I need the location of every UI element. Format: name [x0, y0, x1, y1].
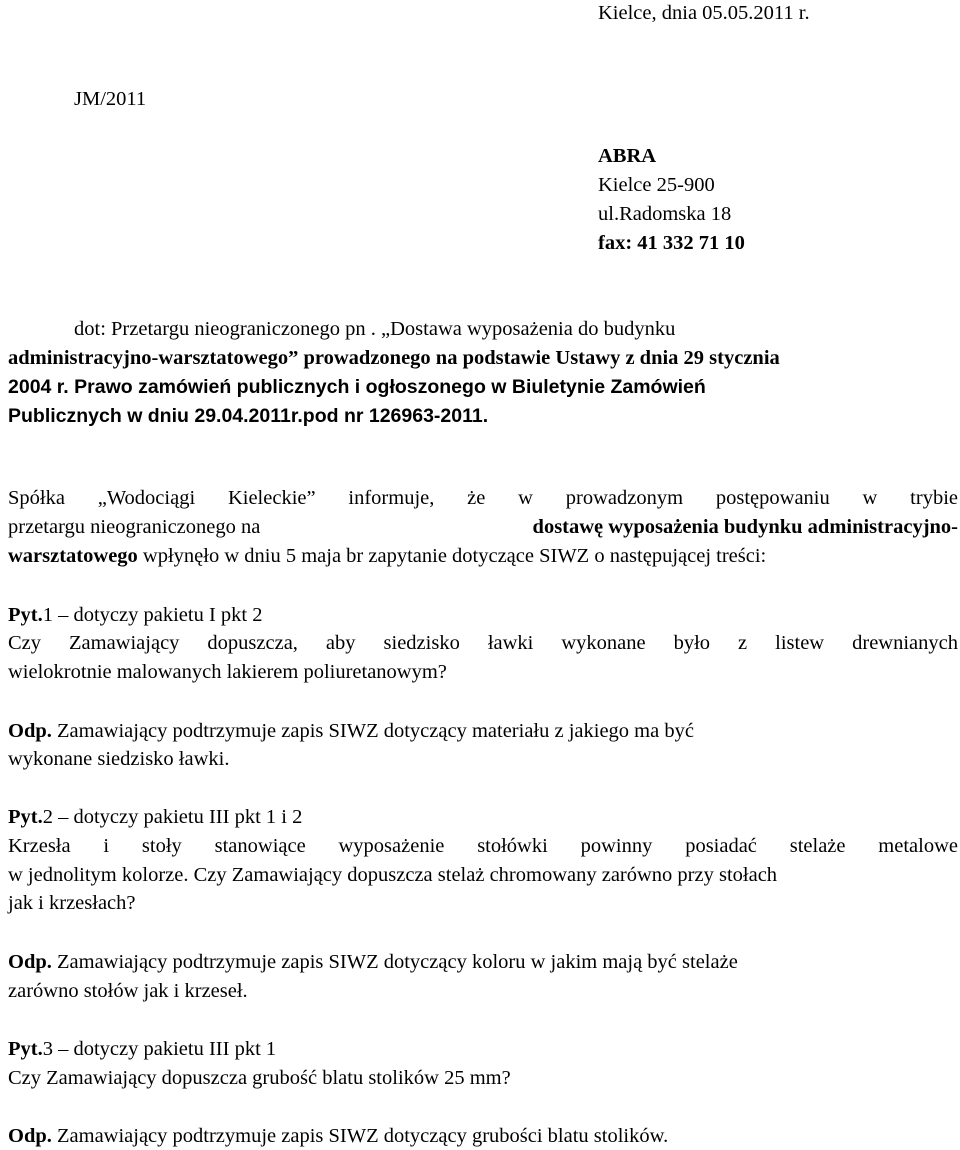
question-2-text-1: Krzesła i stoły stanowiące wyposażenie stołówki powinny posiadać stelaże metalowe — [8, 835, 958, 857]
question-2-ref: – dotyczy pakietu III pkt 1 i 2 — [52, 806, 303, 828]
question-1-ref: – dotyczy pakietu I pkt 2 — [52, 604, 263, 626]
intro-line-3-bold: warsztatowego — [8, 545, 138, 567]
answer-1-label: Odp. — [8, 720, 52, 742]
intro-line-2 — [8, 514, 958, 540]
question-1-heading — [8, 602, 263, 628]
subject-text-3: 2004 r. Prawo zamówień publicznych i ogłoszonego w Biuletynie Zamówień — [8, 376, 706, 398]
recipient-city: Kielce 25-900 — [598, 174, 715, 196]
subject-text-4: Publicznych w dniu 29.04.2011r.pod nr 126963-2011. — [8, 405, 489, 427]
answer-1-text-2: wykonane siedzisko ławki. — [8, 748, 230, 770]
recipient-fax: fax: 41 332 71 10 — [598, 232, 745, 254]
intro-line-2-bold: dostawę wyposażenia budynku administracyjno- — [532, 516, 958, 538]
answer-3-text-1: Zamawiający podtrzymuje zapis SIWZ dotyczący grubości blatu stolików. — [51, 1125, 669, 1147]
answer-1-line-1 — [8, 718, 694, 744]
question-2-label: Pyt. — [8, 806, 43, 828]
intro-line-3-plain: wpłynęło w dniu 5 maja br zapytanie dotyczące SIWZ o następującej treści: — [137, 545, 767, 567]
question-3-number: 3 — [42, 1038, 53, 1060]
answer-3-label: Odp. — [8, 1125, 52, 1147]
question-2-number: 2 — [42, 806, 53, 828]
reference-number: JM/2011 — [74, 88, 147, 110]
answer-1-text-1: Zamawiający podtrzymuje zapis SIWZ dotyczący materiału z jakiego ma być — [51, 720, 694, 742]
question-3-heading — [8, 1036, 276, 1062]
recipient-name: ABRA — [598, 145, 657, 167]
answer-2-label: Odp. — [8, 951, 52, 973]
intro-line-3 — [8, 543, 766, 569]
letter-date: Kielce, dnia 05.05.2011 r. — [598, 2, 810, 24]
answer-3-line-1 — [8, 1123, 668, 1149]
question-3-label: Pyt. — [8, 1038, 43, 1060]
recipient-street: ul.Radomska 18 — [598, 203, 732, 225]
question-2-text-2: w jednolitym kolorze. Czy Zamawiający dopuszcza stelaż chromowany zarówno przy stołach — [8, 864, 778, 886]
question-3-text-1: Czy Zamawiający dopuszcza grubość blatu stolików 25 mm? — [8, 1067, 511, 1089]
intro-line-1: Spółka „Wodociągi Kieleckie” informuje, że w prowadzonym postępowaniu w trybie — [8, 487, 958, 509]
question-2-heading — [8, 804, 302, 830]
question-1-label: Pyt. — [8, 604, 43, 626]
subject-text-1: dot: Przetargu nieograniczonego pn . „Dostawa wyposażenia do budynku — [74, 318, 676, 340]
answer-2-line-1 — [8, 949, 738, 975]
question-1-text-2: wielokrotnie malowanych lakierem poliuretanowym? — [8, 661, 447, 683]
question-1-text-1: Czy Zamawiający dopuszcza, aby siedzisko ławki wykonane było z listew drewnianych — [8, 632, 958, 654]
question-2-text-3: jak i krzesłach? — [8, 892, 136, 914]
question-1-number: 1 — [42, 604, 53, 626]
intro-line-2-plain: przetargu nieograniczonego na — [8, 516, 261, 538]
question-3-ref: – dotyczy pakietu III pkt 1 — [52, 1038, 277, 1060]
answer-2-text-2: zarówno stołów jak i krzeseł. — [8, 980, 248, 1002]
subject-text-2: administracyjno-warsztatowego” prowadzonego na podstawie Ustawy z dnia 29 stycznia — [8, 347, 780, 369]
subject-line — [74, 316, 675, 342]
answer-2-text-1: Zamawiający podtrzymuje zapis SIWZ dotyczący koloru w jakim mają być stelaże — [51, 951, 738, 973]
